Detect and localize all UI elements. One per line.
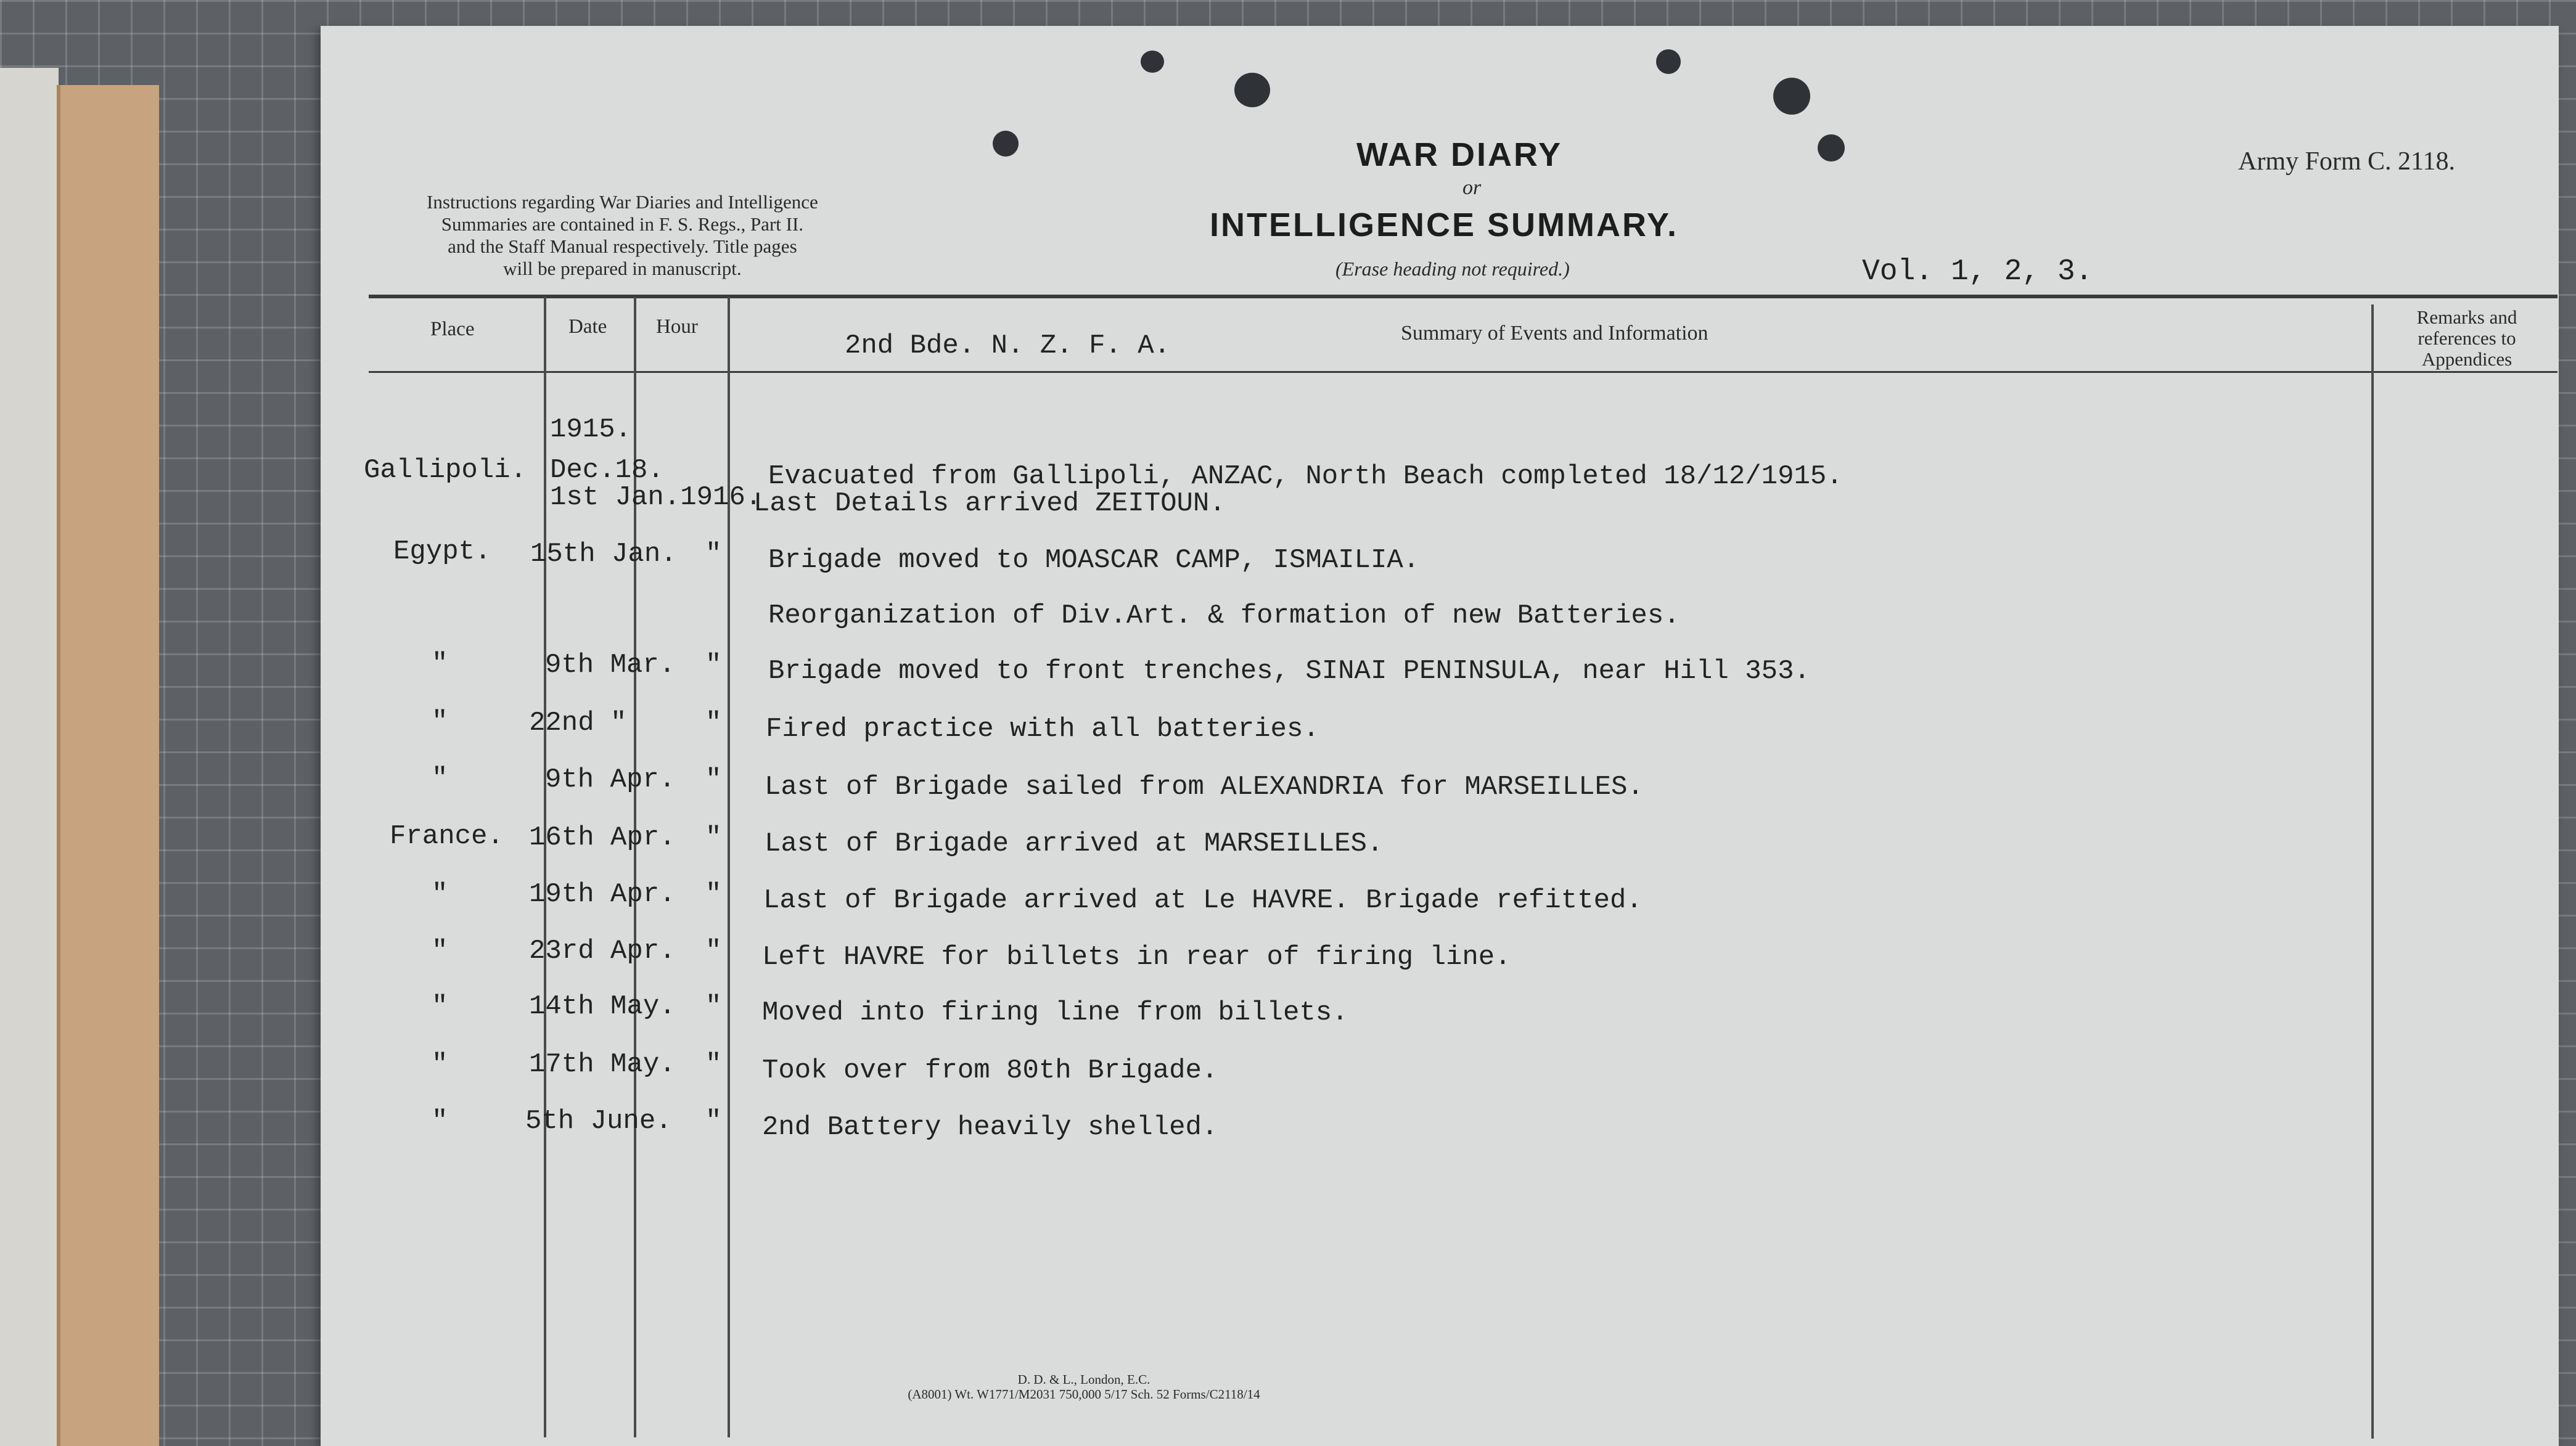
instructions-line: will be prepared in manuscript. (503, 258, 742, 279)
entry-hour-ditto: " (705, 936, 722, 966)
entry-place: " (432, 936, 448, 966)
title-war-diary: WAR DIARY (1356, 136, 1562, 173)
entry-place: " (432, 706, 448, 737)
column-header-hour: Hour (656, 316, 698, 338)
instructions-line: Instructions regarding War Diaries and Intelligence (427, 191, 818, 213)
title-intelligence-summary: INTELLIGENCE SUMMARY. (1210, 206, 1679, 243)
entry-text: Brigade moved to MOASCAR CAMP, ISMAILIA. (768, 545, 1420, 576)
printer-imprint-line: (A8001) Wt. W1771/M2031 750,000 5/17 Sch. 52 Forms/C2118/14 (908, 1387, 1260, 1402)
year-heading: 1915. (550, 414, 632, 445)
entry-date: 19th Apr. (529, 879, 676, 910)
unit-designation: 2nd Bde. N. Z. F. A. (845, 330, 1171, 361)
entry-place: " (432, 991, 448, 1022)
instructions-line: Summaries are contained in F. S. Regs., Part II. (441, 213, 804, 235)
entry-hour-ditto: " (705, 650, 722, 680)
printer-imprint-line: D. D. & L., London, E.C. (1017, 1372, 1151, 1387)
entry-date: 15th Jan. (530, 539, 677, 570)
remarks-header-line: references to (2418, 327, 2516, 349)
entry-date: 1st Jan.1916. (550, 482, 762, 513)
entry-text: 2nd Battery heavily shelled. (762, 1112, 1218, 1143)
entry-hour-ditto: " (705, 764, 722, 795)
column-header-summary: Summary of Events and Information (1401, 322, 1708, 345)
remarks-header-line: Remarks and (2416, 306, 2517, 328)
entry-date: 5th June. (525, 1106, 672, 1137)
entry-place: " (432, 763, 448, 794)
punch-hole (1818, 134, 1845, 161)
entry-text: Brigade moved to front trenches, SINAI PENINSULA, near Hill 353. (768, 656, 1810, 687)
erase-heading-note: (Erase heading not required.) (1335, 258, 1570, 280)
volume-number: Vol. 1, 2, 3. (1862, 255, 2093, 288)
entry-hour-ditto: " (705, 708, 722, 738)
entry-text: Left HAVRE for billets in rear of firing line. (762, 942, 1511, 973)
entry-date: Dec.18. (550, 455, 664, 486)
entry-place: Gallipoli. (364, 455, 527, 486)
column-divider-hour-summary (728, 297, 730, 1437)
entry-hour-ditto: " (705, 822, 722, 853)
punch-hole (1656, 49, 1681, 74)
punch-hole (1141, 51, 1164, 73)
column-divider-place-date (544, 297, 546, 1437)
column-divider-summary-remarks (2371, 304, 2374, 1439)
entry-hour-ditto: " (705, 879, 722, 910)
entry-text: Reorganization of Div.Art. & formation of new Batteries. (768, 600, 1680, 631)
entry-hour-ditto: " (705, 1106, 722, 1137)
remarks-header-line: Appendices (2421, 348, 2512, 370)
entry-date: 9th Mar. (545, 650, 676, 680)
entry-text: Last of Brigade arrived at Le HAVRE. Brigade refitted. (763, 885, 1643, 916)
entry-date: 22nd " (529, 708, 627, 738)
war-diary-sheet (321, 26, 2559, 1446)
entry-date: 14th May. (529, 991, 676, 1022)
instructions-block (427, 191, 818, 280)
entry-text: Took over from 80th Brigade. (762, 1055, 1218, 1086)
adjacent-page (0, 68, 59, 1446)
column-header-date: Date (568, 316, 607, 338)
punch-hole (1234, 73, 1270, 107)
entry-place: Egypt. (393, 536, 491, 567)
column-header-remarks (2377, 307, 2556, 370)
title-or: or (1462, 176, 1482, 199)
entry-text: Moved into firing line from billets. (762, 997, 1348, 1028)
punch-hole (1773, 78, 1810, 115)
entry-date: 16th Apr. (529, 822, 676, 853)
entry-hour-ditto: " (705, 1049, 722, 1080)
entry-hour-ditto: " (705, 991, 722, 1022)
entry-place: " (432, 879, 448, 910)
entry-place: France. (390, 821, 504, 852)
column-header-place: Place (430, 318, 475, 340)
entry-text: Evacuated from Gallipoli, ANZAC, North Beach completed 18/12/1915. (768, 461, 1843, 492)
entry-text: Last of Brigade sailed from ALEXANDRIA for MARSEILLES. (765, 772, 1644, 803)
entry-text: Fired practice with all batteries. (766, 714, 1319, 745)
folder-edge (57, 85, 159, 1446)
entry-date: 23rd Apr. (529, 936, 676, 966)
entry-date: 17th May. (529, 1049, 676, 1080)
entry-place: " (432, 1106, 448, 1137)
entry-hour-ditto: " (705, 539, 722, 570)
entry-place: " (432, 648, 448, 679)
entry-text: Last Details arrived ZEITOUN. (753, 488, 1226, 519)
entry-place: " (432, 1049, 448, 1080)
printer-imprint (776, 1372, 1392, 1402)
entry-text: Last of Brigade arrived at MARSEILLES. (765, 828, 1384, 859)
header-top-rule (369, 295, 2558, 298)
army-form-number: Army Form C. 2118. (2238, 147, 2455, 176)
entry-date: 9th Apr. (545, 764, 676, 795)
header-bottom-rule (369, 371, 2558, 373)
instructions-line: and the Staff Manual respectively. Title pages (448, 235, 797, 257)
punch-hole (993, 131, 1019, 157)
